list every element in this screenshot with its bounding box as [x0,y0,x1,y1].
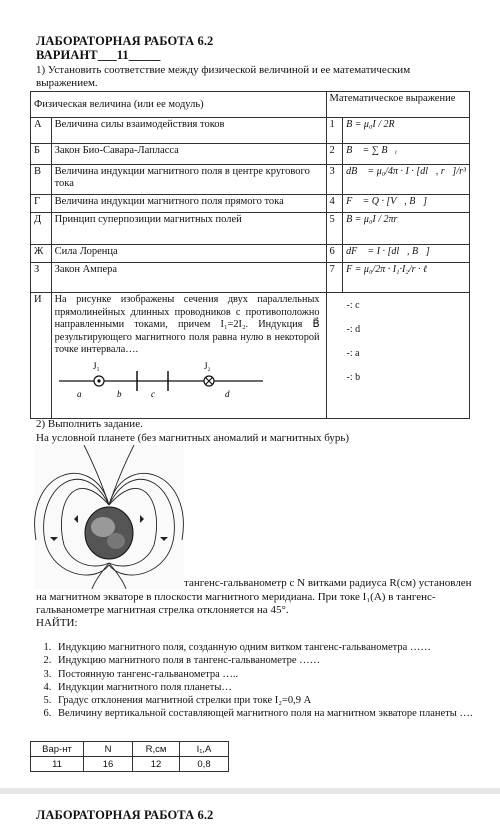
list-item: 1. Индукцию магнитного поля, созданную одним витком тангенс-гальванометра …… [54,641,494,654]
task2-intro: На условной планете (без магнитных аномалий и магнитных бурь) [36,432,350,444]
matching-table [30,91,470,419]
next-page-title: ЛАБОРАТОРНАЯ РАБОТА 6.2 [36,808,214,822]
row-num: 2 [326,144,343,165]
row-num: 4 [326,195,343,213]
variant-cell: 11 [31,757,84,772]
header-expression: Математическое выражение [326,92,469,118]
find-label: НАЙТИ: [36,617,78,629]
table-row [31,263,470,293]
table-row-question [31,293,470,419]
row-name: Сила Лоренца [51,245,326,263]
option[interactable]: -: d [346,324,361,335]
row-name: Закон Ампера [51,263,326,293]
option[interactable]: -: a [346,348,360,359]
label-j1: J₁ [92,360,100,371]
list-item: 6. Величину вертикальной составляющей магнитного поля на магнитном экваторе планеты …. [54,707,494,720]
row-letter: А [31,118,52,144]
variant-label: ВАРИАНТ___11_____ [36,48,161,62]
planet-field-image [34,445,184,589]
row-formula: F⃗ = Q · [V⃗, B⃗] [343,195,470,213]
list-item: 5. Градус отклонения магнитной стрелки при токе I₂=0,9 А [54,694,494,707]
task2-p1: тангенс-гальванометр с N витками радиуса R(см) установлен [184,577,472,589]
row-num: 6 [326,245,343,263]
task1-line1: 1) Установить соответствие между физической величиной и ее математическим [36,64,411,76]
row-letter: Д [31,213,52,245]
variant-cell: 12 [133,757,180,772]
table-row [31,245,470,263]
variant-header-row [31,742,229,757]
row-num: 1 [326,118,343,144]
variant-header: Вар-нт [31,742,84,757]
task1-text [36,64,476,90]
interval-a: a [76,388,82,399]
variant-table [30,741,229,772]
row-name: Принцип суперпозиции магнитных полей [51,213,326,245]
option[interactable]: -: c [346,300,360,311]
table-header-row [31,92,470,118]
row-letter: Ж [31,245,52,263]
table-row [31,118,470,144]
variant-cell: 16 [84,757,133,772]
page-title: ЛАБОРАТОРНАЯ РАБОТА 6.2 [36,34,214,48]
row-formula: dB⃗ = μ₀/4π · I · [dl⃗, r⃗]/r³ [343,165,470,195]
row-num: 7 [326,263,343,293]
table-row [31,165,470,195]
list-item: 2. Индукцию магнитного поля в тангенс-гальванометре …… [54,654,494,667]
row-letter: Б [31,144,52,165]
row-formula: dF⃗ = I · [dl⃗, B⃗] [343,245,470,263]
row-formula: B = μ₀I / 2R [343,118,470,144]
task2-title: 2) Выполнить задание. [36,418,143,430]
row-letter: З [31,263,52,293]
row-formula: B = μ₀I / 2πr [343,213,470,245]
conductors-diagram [55,359,317,411]
option[interactable]: -: b [346,372,361,383]
table-row [31,213,470,245]
question-text: На рисунке изображены сечения двух параллельных прямолинейных длинных проводников с противоположно направленными токами, причем I₁=2I₂. Индукция B⃗ результирующего магнитного поля равна нулю в некоторой точке интервала…. [54,294,320,355]
row-letter: В [31,165,52,195]
row-letter: Г [31,195,52,213]
header-quantity: Физическая величина (или ее модуль) [31,92,327,118]
row-num: 5 [326,213,343,245]
variant-header: N [84,742,133,757]
answer-options [326,293,469,419]
task2-p3: гальванометре магнитная стрелка отклоняется на 45°. [36,604,289,616]
table-row [31,195,470,213]
row-formula: B⃗ = ∑ B⃗ᵢ [343,144,470,165]
dot-center [97,379,100,382]
interval-d: d [224,388,230,399]
list-item: 4. Индукции магнитного поля планеты… [54,681,494,694]
label-j2: J₂ [203,360,211,371]
page-break [0,788,500,794]
variant-cell: 0,8 [180,757,229,772]
interval-b: b [116,388,122,399]
variant-row [31,757,229,772]
row-name: Величина индукции магнитного поля прямого тока [51,195,326,213]
variant-header: R,см [133,742,180,757]
variant-header: I₁,А [180,742,229,757]
task2-p2: на магнитном экваторе в плоскости магнитного меридиана. При токе I₁(А) в тангенс- [36,591,436,603]
row-name: Величина индукции магнитного поля в центре кругового тока [51,165,326,195]
list-item: 3. Постоянную тангенс-гальванометра ….. [54,668,494,681]
row-formula: F = μ₀/2π · I₁·I₂/r · ℓ [343,263,470,293]
row-letter: И [31,293,52,419]
row-name: Закон Био-Савара-Лапласса [51,144,326,165]
task1-line2: выражением. [36,77,98,89]
table-row [31,144,470,165]
row-name: Величина силы взаимодействия токов [51,118,326,144]
question-cell [51,293,326,419]
interval-c: c [150,388,155,399]
tasks-list [36,641,494,721]
row-num: 3 [326,165,343,195]
